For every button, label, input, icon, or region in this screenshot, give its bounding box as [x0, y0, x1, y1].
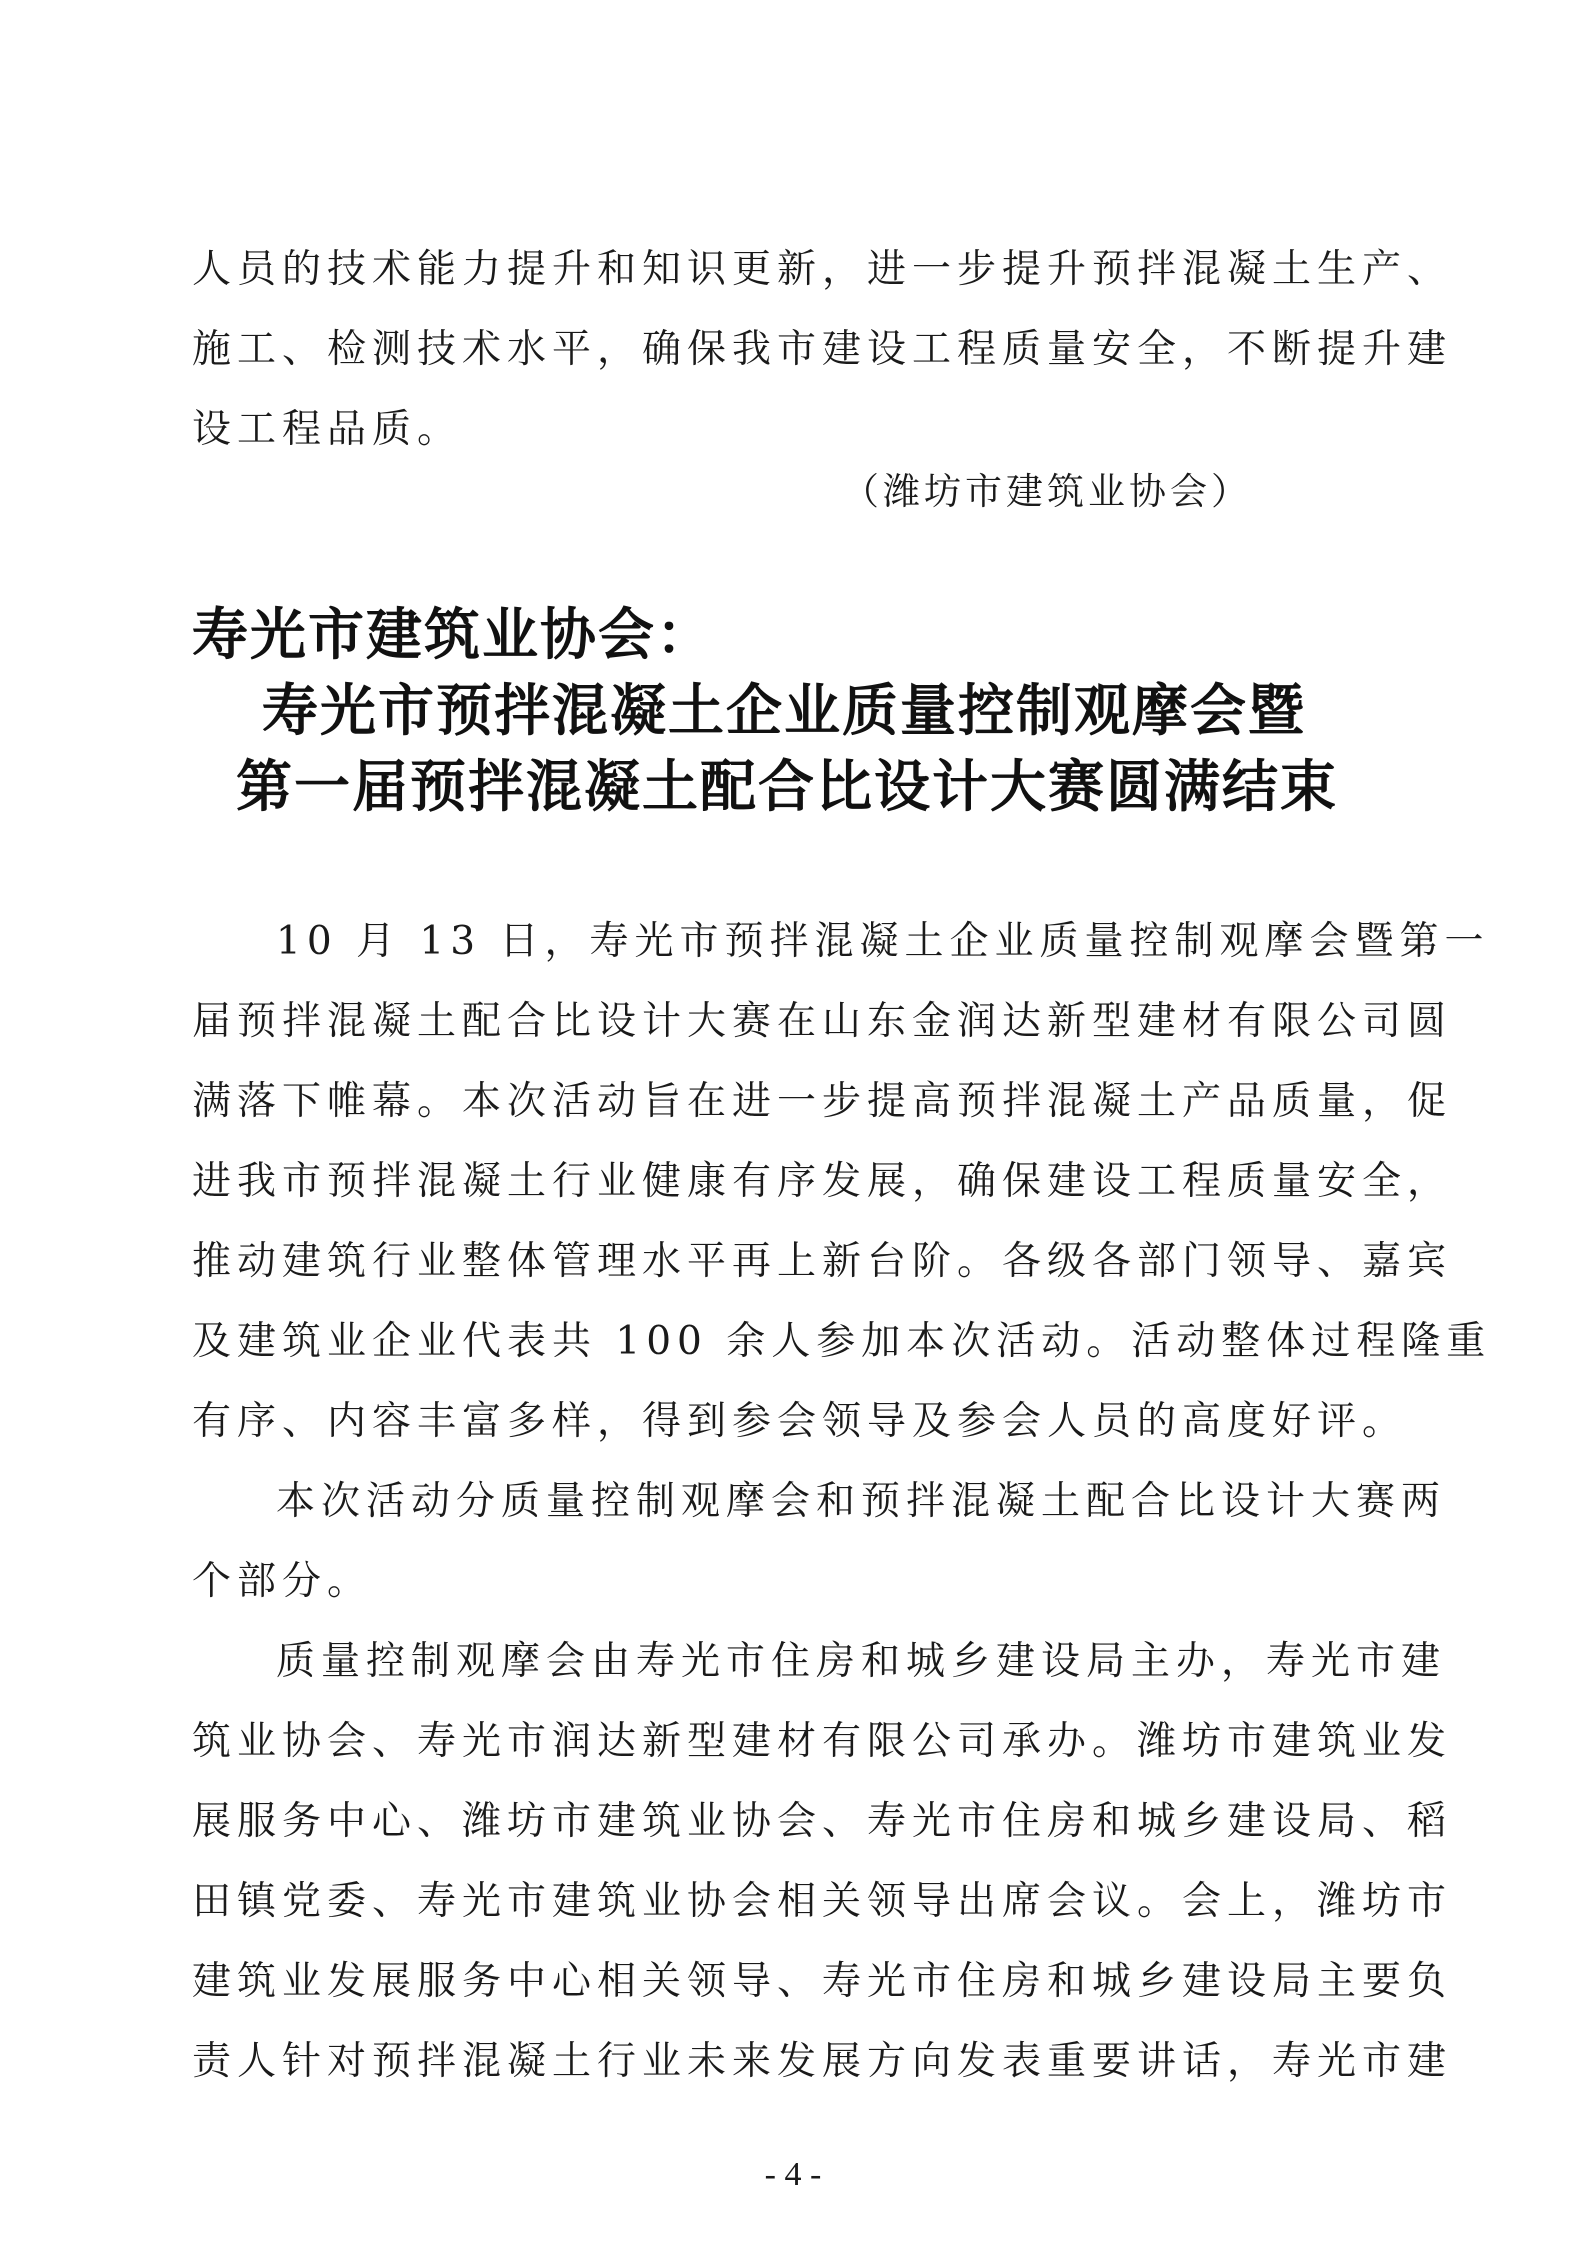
- paragraph-line: 展服务中心、潍坊市建筑业协会、寿光市住房和城乡建设局、稻: [192, 1799, 1453, 1844]
- paragraph-line: 施工、检测技术水平，确保我市建设工程质量安全，不断提升建: [192, 327, 1453, 372]
- source-attribution: （潍坊市建筑业协会）: [842, 470, 1252, 513]
- paragraph-line: 进我市预拌混凝土行业健康有序发展，确保建设工程质量安全，: [192, 1159, 1453, 1204]
- paragraph-line: 责人针对预拌混凝土行业未来发展方向发表重要讲话，寿光市建: [192, 2039, 1453, 2084]
- paragraph-line: 质量控制观摩会由寿光市住房和城乡建设局主办，寿光市建: [276, 1639, 1447, 1684]
- paragraph-line: 本次活动分质量控制观摩会和预拌混凝土配合比设计大赛两: [276, 1479, 1447, 1524]
- paragraph-line: 推动建筑行业整体管理水平再上新台阶。各级各部门领导、嘉宾: [192, 1239, 1453, 1284]
- article-title-main: 寿光市预拌混凝土企业质量控制观摩会暨: [262, 679, 1306, 744]
- paragraph-line: 有序、内容丰富多样，得到参会领导及参会人员的高度好评。: [192, 1399, 1408, 1444]
- paragraph-line: 建筑业发展服务中心相关领导、寿光市住房和城乡建设局主要负: [192, 1959, 1453, 2004]
- article-title-sub: 第一届预拌混凝土配合比设计大赛圆满结束: [236, 755, 1338, 820]
- paragraph-line: 10 月 13 日，寿光市预拌混凝土企业质量控制观摩会暨第一: [276, 919, 1490, 964]
- paragraph-line: 筑业协会、寿光市润达新型建材有限公司承办。潍坊市建筑业发: [192, 1719, 1453, 1764]
- paragraph-line: 届预拌混凝土配合比设计大赛在山东金润达新型建材有限公司圆: [192, 999, 1453, 1044]
- paragraph-line: 田镇党委、寿光市建筑业协会相关领导出席会议。会上，潍坊市: [192, 1879, 1453, 1924]
- paragraph-line: 满落下帷幕。本次活动旨在进一步提高预拌混凝土产品质量，促: [192, 1079, 1453, 1124]
- paragraph-line: 人员的技术能力提升和知识更新，进一步提升预拌混凝土生产、: [192, 247, 1453, 292]
- paragraph-line: 及建筑业企业代表共 100 余人参加本次活动。活动整体过程隆重: [192, 1319, 1492, 1364]
- article-title-org: 寿光市建筑业协会：: [192, 603, 714, 668]
- paragraph-line: 设工程品质。: [192, 407, 463, 452]
- paragraph-line: 个部分。: [192, 1559, 373, 1604]
- page-number: - 4 -: [764, 2156, 822, 2193]
